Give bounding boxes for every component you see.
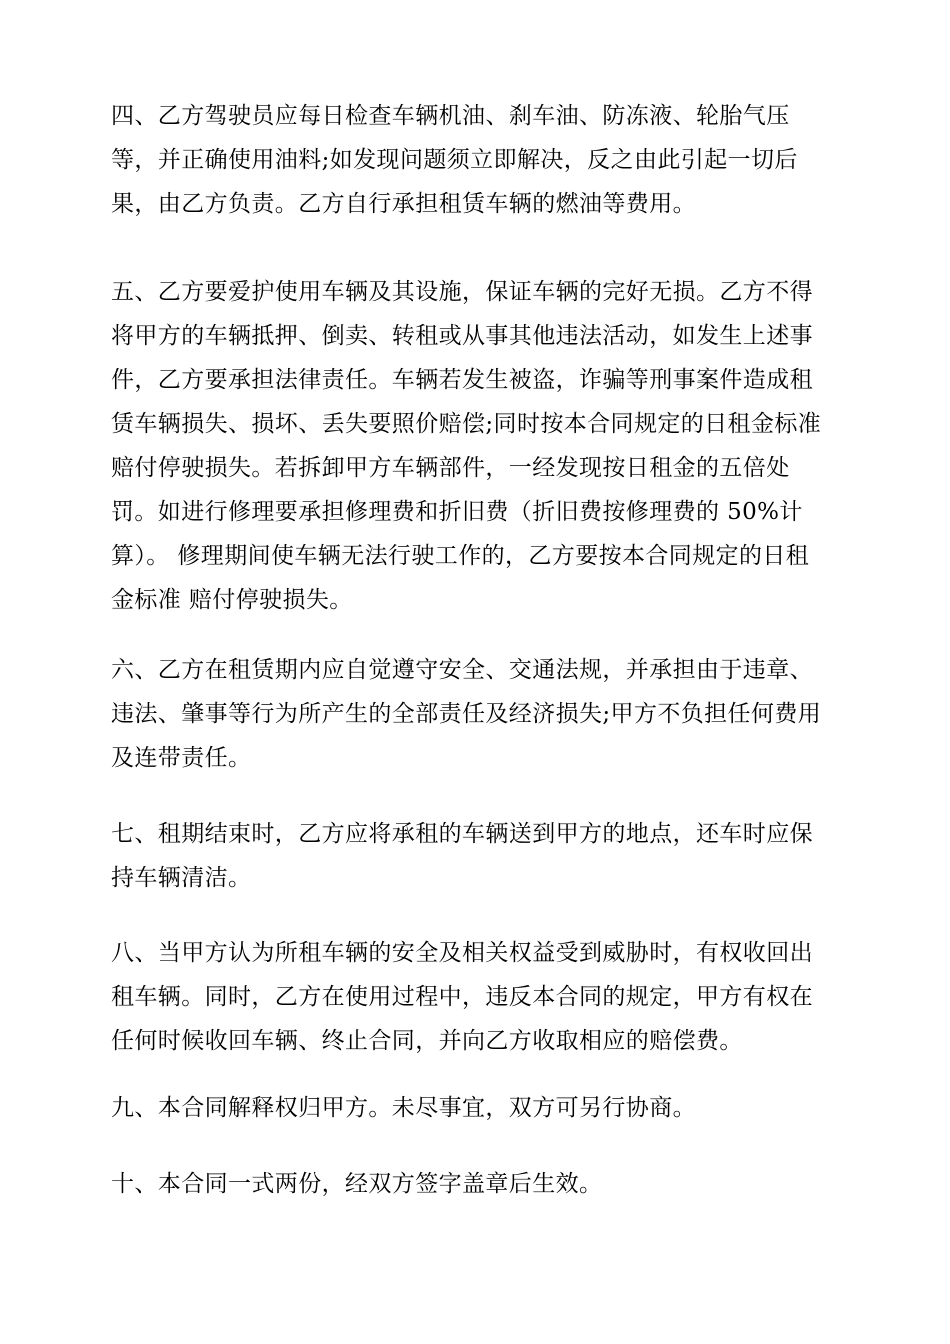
- clause-7-paragraph: [111, 812, 846, 900]
- clause-5-line-8: 金标准 赔付停驶损失。: [111, 587, 353, 613]
- clause-6-line-3: 及连带责任。: [111, 745, 252, 771]
- clause-9-paragraph: [111, 1086, 846, 1130]
- clause-6-line-2: 违法、肇事等行为所产生的全部责任及经济损失;甲方不负担任何费用: [111, 701, 822, 727]
- clause-6-line-1: 六、乙方在租赁期内应自觉遵守安全、交通法规，并承担由于违章、: [111, 657, 813, 683]
- clause-8-line-2: 租车辆。同时，乙方在使用过程中，违反本合同的规定，甲方有权在: [111, 984, 813, 1010]
- clause-4-line-3: 果，由乙方负责。乙方自行承担租赁车辆的燃油等费用。: [111, 191, 696, 217]
- clause-5-line-4: 赁车辆损失、损坏、丢失要照价赔偿;同时按本合同规定的日租金标准: [111, 411, 822, 437]
- clause-5-line-1: 五、乙方要爱护使用车辆及其设施，保证车辆的完好无损。乙方不得: [111, 279, 813, 305]
- clause-8-line-3: 任何时候收回车辆、终止合同，并向乙方收取相应的赔偿费。: [111, 1028, 743, 1054]
- clause-4-paragraph: [111, 94, 846, 226]
- clause-8-paragraph: [111, 931, 846, 1063]
- clause-7-line-2: 持车辆清洁。: [111, 865, 252, 891]
- clause-10-line-1: 十、本合同一式两份，经双方签字盖章后生效。: [111, 1171, 603, 1197]
- clause-7-line-1: 七、租期结束时，乙方应将承租的车辆送到甲方的地点，还车时应保: [111, 821, 813, 847]
- clause-5-line-6: 罚。如进行修理要承担修理费和折旧费（折旧费按修理费的 50%计: [111, 499, 803, 525]
- clause-6-paragraph: [111, 648, 846, 780]
- clause-5-line-3: 件，乙方要承担法律责任。车辆若发生被盗，诈骗等刑事案件造成租: [111, 367, 813, 393]
- clause-4-line-2: 等，并正确使用油料;如发现问题须立即解决，反之由此引起一切后: [111, 147, 798, 173]
- clause-4-line-1: 四、乙方驾驶员应每日检查车辆机油、刹车油、防冻液、轮胎气压: [111, 103, 790, 129]
- clause-5-paragraph: [111, 270, 846, 622]
- clause-5-line-7: 算）。 修理期间使车辆无法行驶工作的，乙方要按本合同规定的日租: [111, 543, 810, 569]
- clause-10-paragraph: [111, 1162, 846, 1206]
- clause-8-line-1: 八、当甲方认为所租车辆的安全及相关权益受到威胁时，有权收回出: [111, 940, 813, 966]
- clause-5-line-5: 赔付停驶损失。若拆卸甲方车辆部件，一经发现按日租金的五倍处: [111, 455, 790, 481]
- clause-5-line-2: 将甲方的车辆抵押、倒卖、转租或从事其他违法活动，如发生上述事: [111, 323, 813, 349]
- clause-9-line-1: 九、本合同解释权归甲方。未尽事宜，双方可另行协商。: [111, 1095, 696, 1121]
